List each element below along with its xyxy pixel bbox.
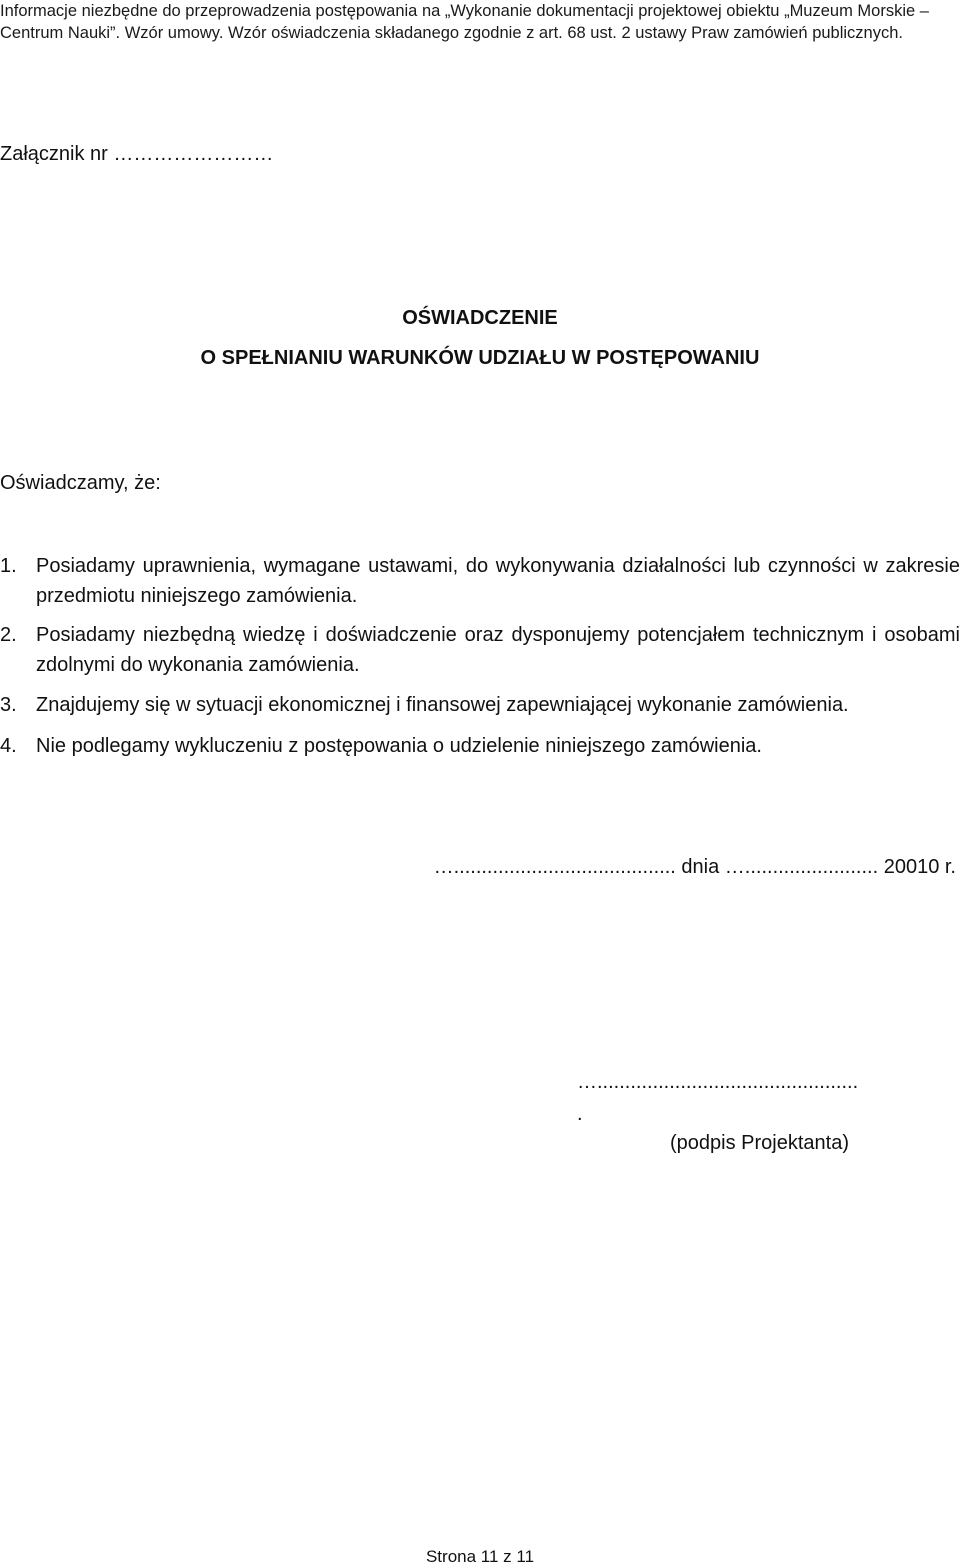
document-subtitle: O SPEŁNIANIU WARUNKÓW UDZIAŁU W POSTĘPOWANIU [200, 347, 760, 369]
document-title: OŚWIADCZENIE [402, 307, 558, 329]
place-date-line: …........................................ dnia …........................ 20010 r. [433, 856, 956, 878]
signature-dots: …............................................... [577, 1071, 859, 1093]
declaration-intro: Oświadczamy, że: [0, 472, 161, 494]
list-item [0, 731, 960, 761]
signature-line [577, 1066, 858, 1130]
document-header [0, 0, 945, 44]
list-item-number: 2. [0, 624, 17, 646]
list-item-text: Nie podlegamy wykluczeniu z postępowania o udzielenie niniejszego zamówienia. [36, 735, 762, 757]
list-item-text: Posiadamy uprawnienia, wymagane ustawami, do wykonywania działalności lub czynności w zakresie przedmiotu niniejszego zamówienia. [36, 555, 960, 607]
list-item [0, 690, 960, 720]
header-text: Informacje niezbędne do przeprowadzenia postępowania na „Wykonanie dokumentacji projektowej obiektu „Muzeum Morskie – Centrum Nauki”. Wzór umowy. Wzór oświadczenia składanego zgodnie z art. 68 ust. 2 ustawy Praw zamówień publicznych. [0, 2, 929, 42]
list-item-number: 1. [0, 555, 17, 577]
list-item-number: 3. [0, 694, 17, 716]
list-item-number: 4. [0, 735, 17, 757]
annex-label: Załącznik nr …………………… [0, 143, 274, 165]
list-item [0, 620, 960, 680]
list-item-text: Znajdujemy się w sytuacji ekonomicznej i finansowej zapewniającej wykonanie zamówienia. [36, 694, 849, 716]
signature-label: (podpis Projektanta) [670, 1132, 849, 1154]
list-item-text: Posiadamy niezbędną wiedzę i doświadczenie oraz dysponujemy potencjałem technicznym i osobami zdolnymi do wykonania zamówienia. [36, 624, 960, 676]
signature-dots-end: . [577, 1103, 583, 1125]
list-item [0, 551, 960, 611]
page-number: Strona 11 z 11 [425, 1547, 535, 1566]
